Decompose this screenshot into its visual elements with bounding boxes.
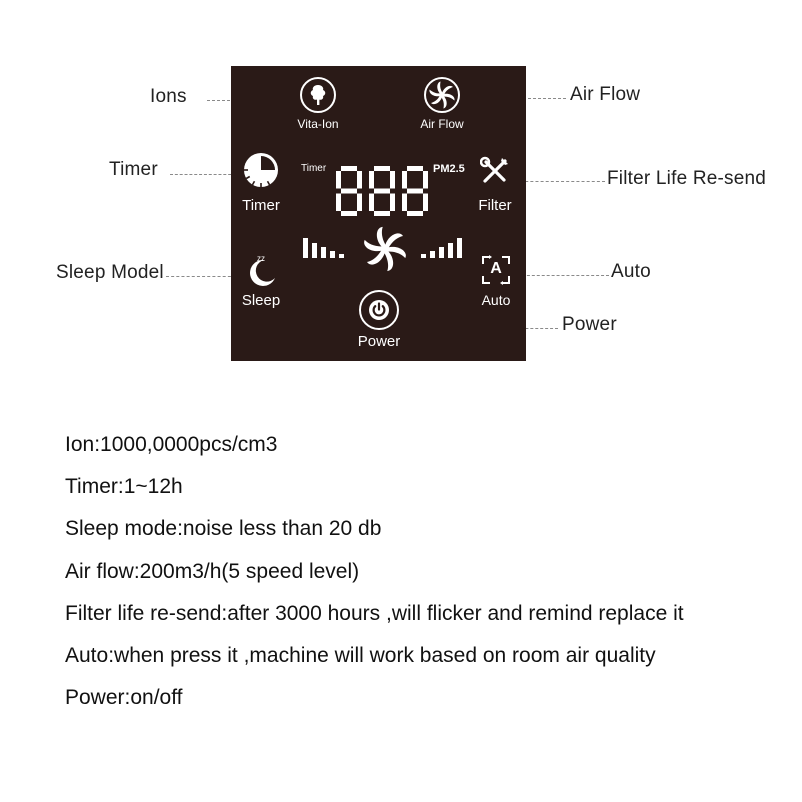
spec-line-power: Power:on/off xyxy=(65,686,183,709)
sleep-button[interactable] xyxy=(231,252,291,309)
segment-1-2 xyxy=(390,194,395,212)
sleep-leader-line xyxy=(166,276,236,277)
speed-bar-left-1 xyxy=(312,243,317,258)
speed-bar-left-2 xyxy=(321,247,326,258)
segment-2-5 xyxy=(402,171,407,189)
center-fan-icon xyxy=(363,226,408,272)
segment-0-4 xyxy=(336,194,341,212)
wrench-screwdriver-icon xyxy=(480,156,510,191)
speed-bar-left-0 xyxy=(303,238,308,258)
power-label: Power xyxy=(357,333,401,350)
filter-button[interactable] xyxy=(463,156,527,214)
segment-1-1 xyxy=(390,171,395,189)
power-icon xyxy=(359,290,399,330)
segment-0-0 xyxy=(341,166,357,171)
power-button[interactable] xyxy=(344,290,414,350)
spec-line-timer: Timer:1~12h xyxy=(65,475,183,498)
speed-bar-right-1 xyxy=(430,251,435,258)
segment-2-4 xyxy=(402,194,407,212)
speed-bar-left-3 xyxy=(330,251,335,258)
segment-1-5 xyxy=(369,171,374,189)
speed-bar-right-0 xyxy=(421,254,426,258)
speed-bar-right-4 xyxy=(457,238,462,258)
segment-1-3 xyxy=(374,211,390,216)
segment-2-3 xyxy=(407,211,423,216)
air-flow-label: Air Flow xyxy=(420,117,464,131)
spec-line-air-flow: Air flow:200m3/h(5 speed level) xyxy=(65,560,360,583)
speed-bar-right-2 xyxy=(439,247,444,258)
air-flow-callout: Air Flow xyxy=(570,84,641,105)
segment-2-6 xyxy=(407,189,423,194)
segment-0-1 xyxy=(357,171,362,189)
filter-life-callout: Filter Life Re-send xyxy=(607,168,767,189)
segment-2-0 xyxy=(407,166,423,171)
display-timer-tag: Timer xyxy=(301,163,327,174)
vita-ion-label: Vita-Ion xyxy=(297,117,339,131)
segment-1-4 xyxy=(369,194,374,212)
segment-0-6 xyxy=(341,189,357,194)
ions-callout: Ions xyxy=(150,86,187,107)
segment-1-6 xyxy=(374,189,390,194)
sleep-callout: Sleep Model xyxy=(56,262,164,283)
segment-0-5 xyxy=(336,171,341,189)
segment-0-3 xyxy=(341,211,357,216)
timer-icon xyxy=(242,151,280,194)
timer-leader-line xyxy=(170,174,236,175)
auto-icon-letter: A xyxy=(490,260,502,277)
auto-mode-icon xyxy=(480,254,512,286)
speed-bar-right-3 xyxy=(448,243,453,258)
spec-line-sleep: Sleep mode:noise less than 20 db xyxy=(65,517,382,540)
spec-line-ion: Ion:1000,0000pcs/cm3 xyxy=(65,433,278,456)
timer-button[interactable] xyxy=(231,151,291,214)
sleep-zz-text: zz xyxy=(257,254,265,263)
display-pm25-tag: PM2.5 xyxy=(433,163,465,175)
timer-callout: Timer xyxy=(109,159,158,180)
moon-icon xyxy=(242,252,280,290)
power-callout: Power xyxy=(562,314,617,335)
timer-label: Timer xyxy=(242,197,280,214)
fan-icon xyxy=(424,77,460,113)
auto-callout: Auto xyxy=(611,261,651,282)
auto-label: Auto xyxy=(481,292,511,308)
sleep-label: Sleep xyxy=(241,292,281,309)
speed-bar-left-4 xyxy=(339,254,344,258)
segment-1-0 xyxy=(374,166,390,171)
vita-ion-button[interactable] xyxy=(283,77,353,131)
air-flow-button[interactable] xyxy=(407,77,477,131)
control-panel xyxy=(231,66,526,361)
speed-indicator xyxy=(301,226,471,276)
segment-2-1 xyxy=(423,171,428,189)
segment-2-2 xyxy=(423,194,428,212)
segment-0-2 xyxy=(357,194,362,212)
tree-icon xyxy=(300,77,336,113)
seven-segment-display xyxy=(335,163,431,219)
auto-button[interactable] xyxy=(465,254,527,308)
spec-line-auto: Auto:when press it ,machine will work based on room air quality xyxy=(65,644,656,667)
auto-leader-line xyxy=(517,275,609,276)
filter-life-leader-line xyxy=(515,181,605,182)
spec-line-filter: Filter life re-send:after 3000 hours ,will flicker and remind replace it xyxy=(65,602,684,625)
filter-label: Filter xyxy=(478,197,512,214)
